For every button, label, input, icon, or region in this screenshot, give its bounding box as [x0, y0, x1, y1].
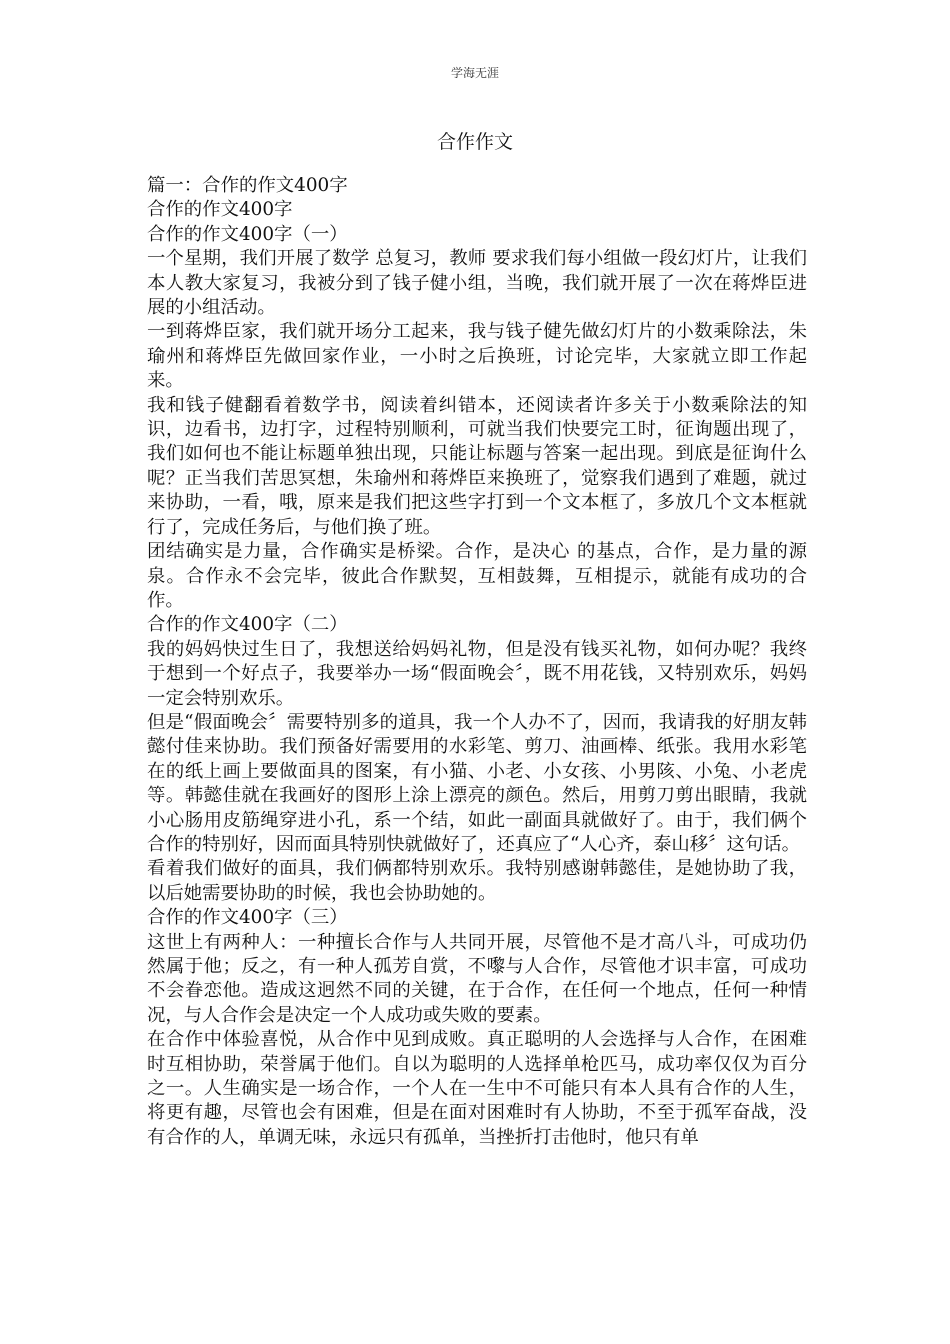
paragraph: 这世上有两种人：一种擅长合作与人共同开展，尽管他不是才高八斗，可成功仍然属于他；反之，有一种人孤芳自赏，不嚟与人合作，尽管他才识丰富，可成功不会眷恋他。造成这迥然不同的关键，在于合作，在任何一个地点，任何一种情况，与人合作会是决定一个人成功或失败的要素。 — [147, 931, 807, 1026]
document-title: 合作作文 — [436, 131, 513, 153]
paragraph: 看着我们做好的面具，我们俩都特别欢乐。我特别感谢韩懿佳，是她协助了我，以后她需要协助的时候，我也会协助她的。 — [147, 858, 807, 904]
essay-heading: 合作的作文400字（二） — [147, 614, 348, 636]
paragraph: 在合作中体验喜悦，从合作中见到成败。真正聪明的人会选择与人合作，在困难时互相协助，荣誉属于他们。自以为聪明的人选择单枪匹马，成功率仅仅为百分之一。人生确实是一场合作，一个人在一生中不可能只有本人具有合作的人生，将更有趣，尽管也会有困难，但是在面对困难时有人协助，不至于孤军奋战，没有合作的人，单调无味，永远只有孤单，当挫折打击他时，他只有单 — [147, 1029, 807, 1148]
paragraph: 但是“假面晚会〞需要特别多的道具，我一个人办不了，因而，我请我的好朋友韩懿付佳来协助。我们预备好需要用的水彩笔、剪刀、油画棒、纸张。我用水彩笔在的纸上画上要做面具的图案，有小猫、小老、小女孩、小男陔、小兔、小老虎等。韩懿佳就在我画好的图形上涂上漂亮的颜色。然后，用剪刀剪出眼睛，我就小心肠用皮筋绳穿进小孔，系一个结，如此一副面具就做好了。由于，我们俩个合作的特别好，因而面具特别快就做好了，还真应了“人心齐，泰山移〞这句话。 — [147, 711, 807, 855]
subheading: 合作的作文400字 — [147, 199, 293, 221]
paragraph: 团结确实是力量，合作确实是桥梁。合作，是决心 的基点，合作，是力量的源泉。合作永不会完毕，彼此合作默契，互相鼓舞，互相提示，就能有成功的合作。 — [147, 541, 807, 611]
paragraph: 一到蒋烨臣家，我们就开场分工起来，我与钱子健先做幻灯片的小数乘除法，朱瑜州和蒋烨臣先做回家作业，一小时之后换班，讨论完毕，大家就立即工作起来。 — [147, 321, 807, 392]
paragraph: 一个星期，我们开展了数学 总复习，教师 要求我们每小组做一段幻灯片，让我们本人教大家复习，我被分到了钱子健小组，当晚，我们就开展了一次在蒋烨臣进展的小组活动。 — [147, 248, 807, 319]
document-body — [147, 174, 807, 1150]
paragraph: 我的妈妈快过生日了，我想送给妈妈礼物，但是没有钱买礼物，如何办呢？我终于想到一个好点子，我要举办一场“假面晚会〞，既不用花钱，又特别欢乐，妈妈一定会特别欢乐。 — [147, 638, 807, 709]
page-header: 学海无涯 — [450, 66, 499, 80]
paragraph: 我和钱子健翻看着数学书，阅读着纠错本，还阅读者许多关于小数乘除法的知识，边看书，边打字，过程特别顺利，可就当我们快要完工时，征询题出现了，我们如何也不能让标题单独出现，只能让标题与答案一起出现。到底是征询什么呢？正当我们苦思冥想，朱瑜州和蒋烨臣来换班了，觉察我们遇到了难题，就过来协助，一看，哦，原来是我们把这些字打到一个文本框了，多放几个文本框就行了，完成任务后，与他们换了班。 — [147, 394, 807, 538]
section-heading: 篇一：合作的作文400字 — [147, 175, 348, 196]
essay-heading: 合作的作文400字（三） — [147, 907, 348, 929]
essay-heading: 合作的作文400字（一） — [147, 223, 348, 245]
